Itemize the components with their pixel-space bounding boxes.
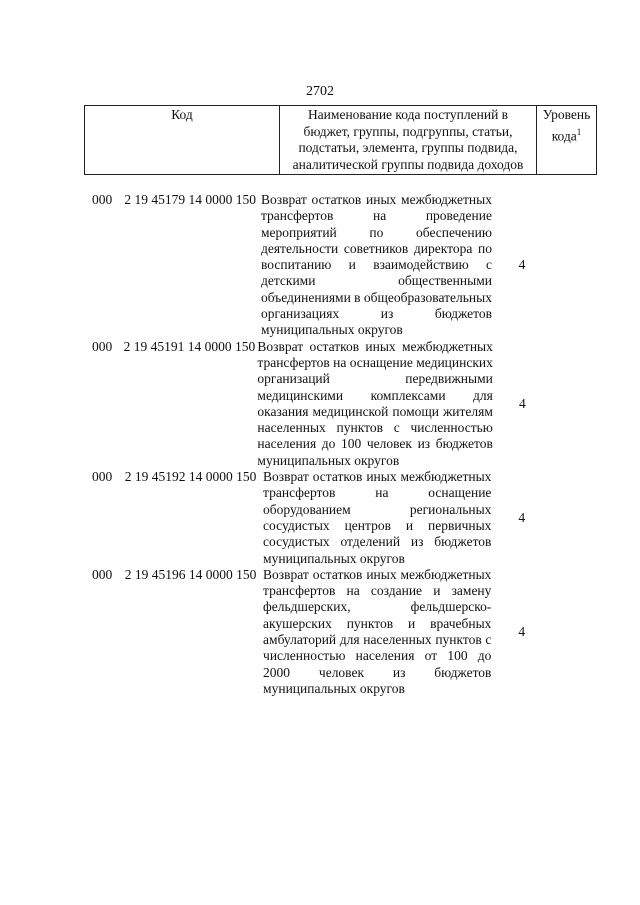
- header-level: [537, 106, 597, 175]
- row-code: 2 19 45179 14 0000 150: [124, 192, 256, 207]
- row-name-line: муниципальных округов: [260, 322, 403, 338]
- row-name-line: численностью населения от 100 до: [263, 648, 492, 664]
- page-number: 2702: [306, 84, 334, 99]
- table-row: [84, 469, 544, 567]
- row-level: [493, 339, 544, 469]
- row-name-line: Возврат остатков иных межбюджетных: [257, 338, 493, 354]
- row-level: [491, 567, 544, 697]
- row-name-line: организаций передвижными: [257, 371, 493, 387]
- row-name-line: оборудованием региональных: [263, 501, 492, 517]
- row-name-line: сосудистых отделений из бюджетов: [263, 534, 492, 550]
- table-row: [84, 192, 544, 339]
- row-name-line: акушерских пунктов и врачебных: [263, 615, 492, 631]
- row-name-line: амбулаторий для населенных пунктов с: [263, 632, 492, 648]
- row-level: [492, 192, 544, 339]
- row-name-line: Возврат остатков иных межбюджетных: [263, 566, 492, 582]
- row-level-value: 4: [518, 509, 526, 525]
- row-level-value: 4: [519, 395, 526, 411]
- row-name-line: 2000 человек из бюджетов: [263, 664, 492, 680]
- code-rows: [84, 192, 544, 697]
- row-code: 2 19 45192 14 0000 150: [124, 469, 257, 485]
- row-name-line: воспитанию и взаимодействию с: [260, 257, 492, 273]
- header-code: Код: [85, 106, 280, 175]
- row-prefix: 000: [92, 192, 113, 207]
- row-name: [263, 567, 491, 697]
- row-name-line: муниципальных округов: [263, 550, 405, 566]
- header-name-line: Наименование кода поступлений в: [307, 107, 509, 122]
- row-name-line: мероприятий по обеспечению: [260, 224, 492, 240]
- row-level: [491, 469, 544, 567]
- row-level-value: 4: [518, 623, 526, 639]
- row-code: 2 19 45191 14 0000 150: [123, 338, 256, 354]
- row-name: [257, 339, 492, 469]
- row-name-line: оказания медицинской помощи жителям: [257, 403, 493, 419]
- row-prefix: 000: [92, 338, 113, 354]
- row-name-line: трансфертов на проведение: [260, 208, 492, 224]
- row-name-line: трансфертов на оснащение медицинских: [257, 354, 493, 370]
- row-prefix: 000: [92, 469, 113, 485]
- row-name-line: населения до 100 человек из бюджетов: [257, 436, 493, 452]
- row-name-line: организациях из бюджетов: [260, 306, 492, 322]
- table-header: [84, 105, 597, 175]
- row-name-line: объединениями в общеобразовательных: [260, 289, 492, 305]
- footnote-marker: 1: [576, 126, 582, 137]
- table-row: [84, 339, 544, 469]
- row-name-line: детскими общественными: [260, 273, 492, 289]
- row-name-line: Возврат остатков иных межбюджетных: [263, 469, 492, 485]
- row-level-value: 4: [518, 257, 526, 273]
- header-level-line2: [539, 124, 594, 145]
- row-name-line: фельдшерских, фельдшерско-: [263, 599, 492, 615]
- row-name-line: населенных пунктов с численностью: [257, 420, 493, 436]
- row-name-line: медицинскими комплексами для: [257, 387, 493, 403]
- row-name-line: Возврат остатков иных межбюджетных: [260, 192, 492, 207]
- header-name-line: аналитической группы подвида доходов: [292, 156, 524, 172]
- row-name-line: сосудистых центров и первичных: [263, 517, 492, 533]
- row-name-line: трансфертов на оснащение: [263, 485, 492, 501]
- header-level-text: кода: [551, 128, 577, 143]
- row-code: 2 19 45196 14 0000 150: [124, 566, 257, 582]
- header-name: [280, 106, 537, 175]
- row-name-line: деятельности советников директора по: [260, 240, 492, 256]
- header-name-line: бюджет, группы, подгруппы, статьи,: [303, 123, 513, 139]
- row-name-line: трансфертов на создание и замену: [263, 583, 492, 599]
- header-row: [85, 106, 597, 175]
- row-prefix: 000: [92, 566, 113, 582]
- row-name: [261, 192, 492, 339]
- header-level-line1: Уровень: [542, 107, 591, 122]
- table-row: [84, 567, 544, 697]
- row-name: [263, 469, 491, 567]
- row-name-line: муниципальных округов: [263, 680, 405, 696]
- row-name-line: муниципальных округов: [257, 452, 400, 468]
- header-name-line: подстатьи, элемента, группы подвида,: [298, 140, 518, 155]
